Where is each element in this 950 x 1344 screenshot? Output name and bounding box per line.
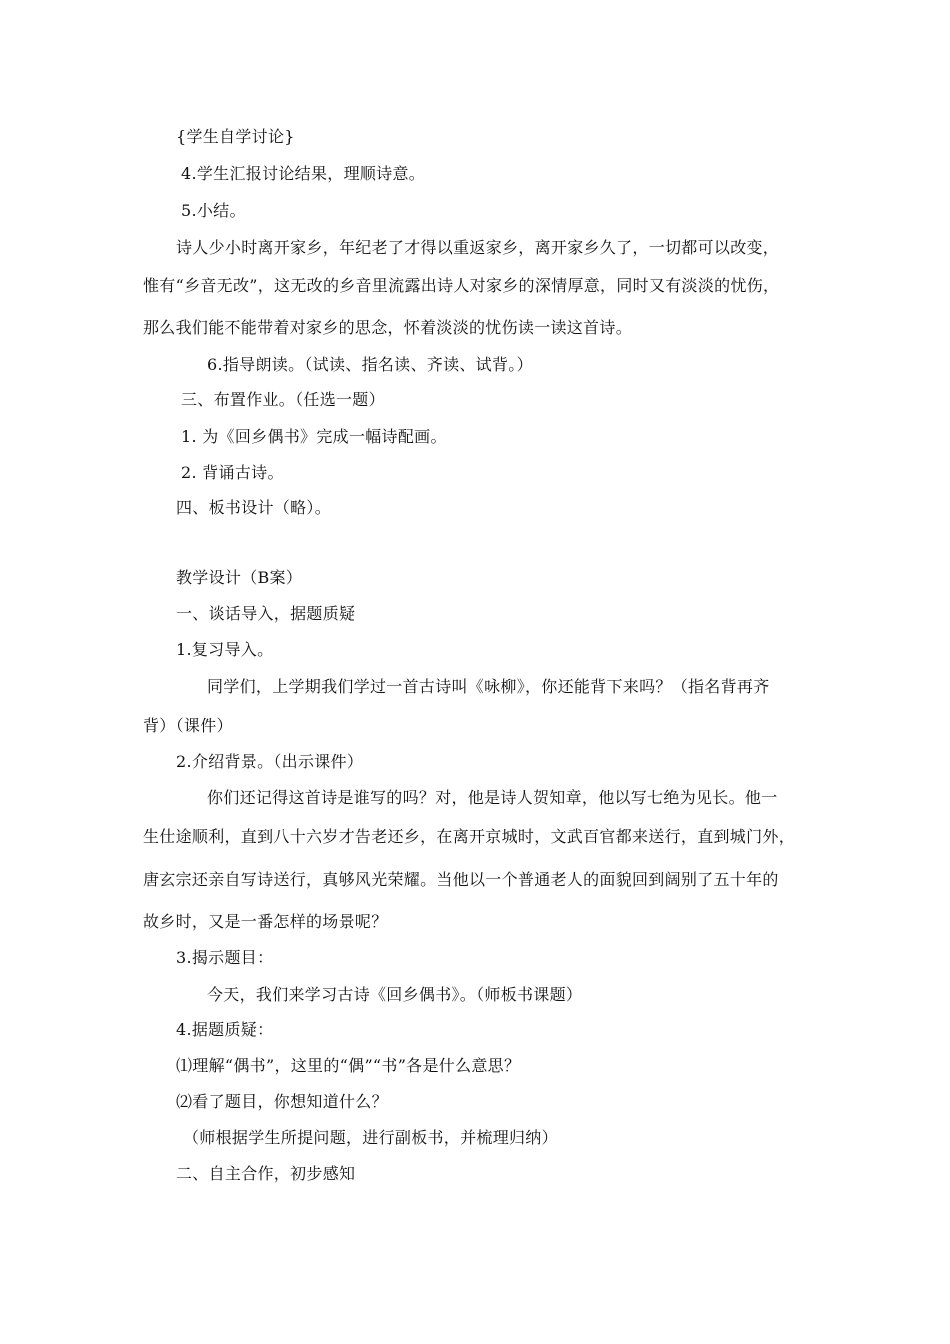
text-line: 4.据题质疑： (176, 1020, 274, 1039)
text-line: 背）（课件） (143, 716, 233, 735)
text-line: （师根据学生所提问题，进行副板书，并梳理归纳） (183, 1128, 558, 1147)
text-line: 你们还记得这首诗是谁写的吗？对，他是诗人贺知章，他以写七绝为见长。他一 (207, 788, 778, 807)
text-line: {学生自学讨论} (176, 127, 295, 146)
text-line: 惟有“乡音无改”，这无改的乡音里流露出诗人对家乡的深情厚意，同时又有淡淡的忧伤， (143, 276, 780, 295)
text-line: 唐玄宗还亲自写诗送行，真够风光荣耀。当他以一个普通老人的面貌回到阔别了五十年的 (143, 870, 779, 889)
section-heading: 三、布置作业。（任选一题） (181, 390, 385, 409)
text-line: 5.小结。 (181, 201, 246, 220)
text-line: 4.学生汇报讨论结果，理顺诗意。 (181, 164, 426, 183)
text-line: 同学们，上学期我们学过一首古诗叫《咏柳》，你还能背下来吗？（指名背再齐 (207, 677, 770, 696)
text-line: 故乡时，又是一番怎样的场景呢？ (143, 912, 388, 931)
section-heading: 一、谈话导入，据题质疑 (176, 604, 356, 623)
text-line: ⑴理解“偶书”，这里的“偶”“书”各是什么意思？ (176, 1056, 521, 1075)
section-title: 教学设计（B案） (176, 568, 303, 587)
text-line: 6.指导朗读。（试读、指名读、齐读、试背。） (207, 355, 533, 374)
text-line: 1. 为《回乡偶书》完成一幅诗配画。 (181, 427, 447, 446)
text-line: 2. 背诵古诗。 (181, 463, 284, 482)
text-line: 生仕途顺利，直到八十六岁才告老还乡，在离开京城时，文武百官都来送行，直到城门外， (143, 827, 796, 846)
text-line: 3.揭示题目： (176, 948, 274, 967)
text-line: 那么我们能不能带着对家乡的思念，怀着淡淡的忧伤读一读这首诗。 (143, 318, 633, 337)
text-line: 今天，我们来学习古诗《回乡偶书》。（师板书课题） (207, 985, 583, 1004)
text-line: 诗人少小时离开家乡，年纪老了才得以重返家乡，离开家乡久了，一切都可以改变， (176, 238, 780, 257)
section-heading: 二、自主合作，初步感知 (176, 1164, 356, 1183)
text-line: 1.复习导入。 (176, 640, 274, 659)
text-line: 2.介绍背景。（出示课件） (176, 752, 364, 771)
section-heading: 四、板书设计（略）。 (176, 498, 332, 517)
text-line: ⑵看了题目，你想知道什么？ (176, 1092, 388, 1111)
